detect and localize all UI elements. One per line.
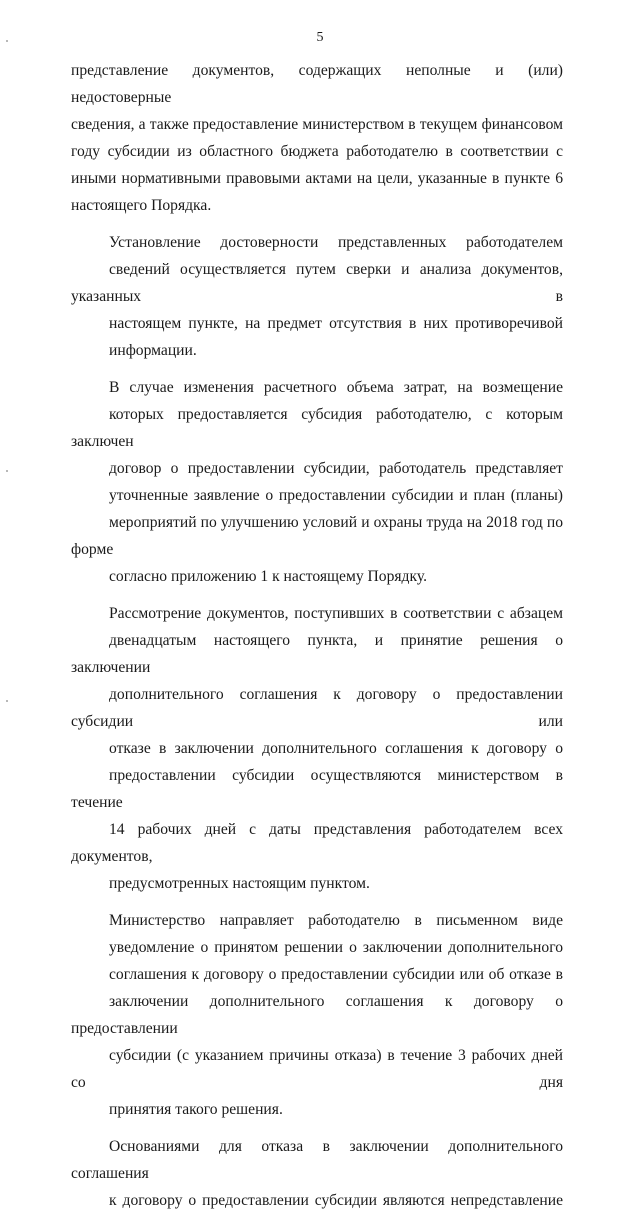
document-body	[71, 57, 563, 1224]
text-line: принятия такого решения.	[109, 1101, 283, 1118]
text-line: заключении дополнительного соглашения к договору о предоставлении	[71, 993, 563, 1037]
text-line: информации.	[109, 342, 197, 359]
text-line: уведомление о принятом решении о заключении дополнительного	[109, 939, 563, 956]
text-line: Рассмотрение документов, поступивших в соответствии с абзацем	[109, 605, 563, 622]
text-line: уточненные заявление о предоставлении субсидии и план (планы)	[109, 487, 563, 504]
text-line: сведений осуществляется путем сверки и анализа документов, указанных в	[71, 261, 563, 305]
paragraph	[71, 57, 563, 219]
text-line: Министерство направляет работодателю в письменном виде	[109, 912, 563, 929]
text-line: к договору о предоставлении субсидии являются непредставление	[109, 1192, 563, 1209]
margin-mark	[6, 40, 8, 42]
paragraph	[71, 600, 563, 897]
text-line: договор о предоставлении субсидии, работодатель представляет	[109, 460, 563, 477]
text-line: предоставлении субсидии осуществляются министерством в течение	[71, 767, 563, 811]
paragraph	[71, 907, 563, 1123]
text-line: субсидии (с указанием причины отказа) в течение 3 рабочих дней со дня	[71, 1047, 563, 1091]
text-line: 14 рабочих дней с даты представления работодателем всех документов,	[71, 821, 563, 865]
margin-mark	[6, 470, 8, 472]
text-line: которых предоставляется субсидия работодателю, с которым заключен	[71, 406, 563, 450]
page-number: 5	[316, 30, 324, 45]
text-line: отказе в заключении дополнительного соглашения к договору о	[109, 740, 563, 757]
text-line: настоящего Порядка.	[71, 197, 212, 214]
text-line: двенадцатым настоящего пункта, и принятие решения о заключении	[71, 632, 563, 676]
text-line: В случае изменения расчетного объема затрат, на возмещение	[109, 379, 563, 396]
paragraph	[71, 1133, 563, 1214]
margin-mark	[6, 700, 8, 702]
text-line: мероприятий по улучшению условий и охраны труда на 2018 год по форме	[71, 514, 563, 558]
text-line: сведения, а также предоставление министерством в текущем финансовом	[71, 116, 563, 133]
text-line: представление документов, содержащих неполные и (или) недостоверные	[71, 62, 563, 106]
text-line: соглашения к договору о предоставлении субсидии или об отказе в	[109, 966, 563, 983]
paragraph	[71, 229, 563, 364]
text-line: дополнительного соглашения к договору о предоставлении субсидии или	[71, 686, 563, 730]
paragraph	[71, 374, 563, 590]
text-line: настоящем пункте, на предмет отсутствия в них противоречивой	[109, 315, 563, 332]
text-line: Основаниями для отказа в заключении дополнительного соглашения	[71, 1138, 563, 1182]
text-line: предусмотренных настоящим пунктом.	[109, 875, 370, 892]
text-line: иными нормативными правовыми актами на цели, указанные в пункте 6	[71, 170, 563, 187]
text-line: году субсидии из областного бюджета работодателю в соответствии с	[71, 143, 563, 160]
text-line: согласно приложению 1 к настоящему Порядку.	[109, 568, 427, 585]
text-line: Установление достоверности представленных работодателем	[109, 234, 563, 251]
